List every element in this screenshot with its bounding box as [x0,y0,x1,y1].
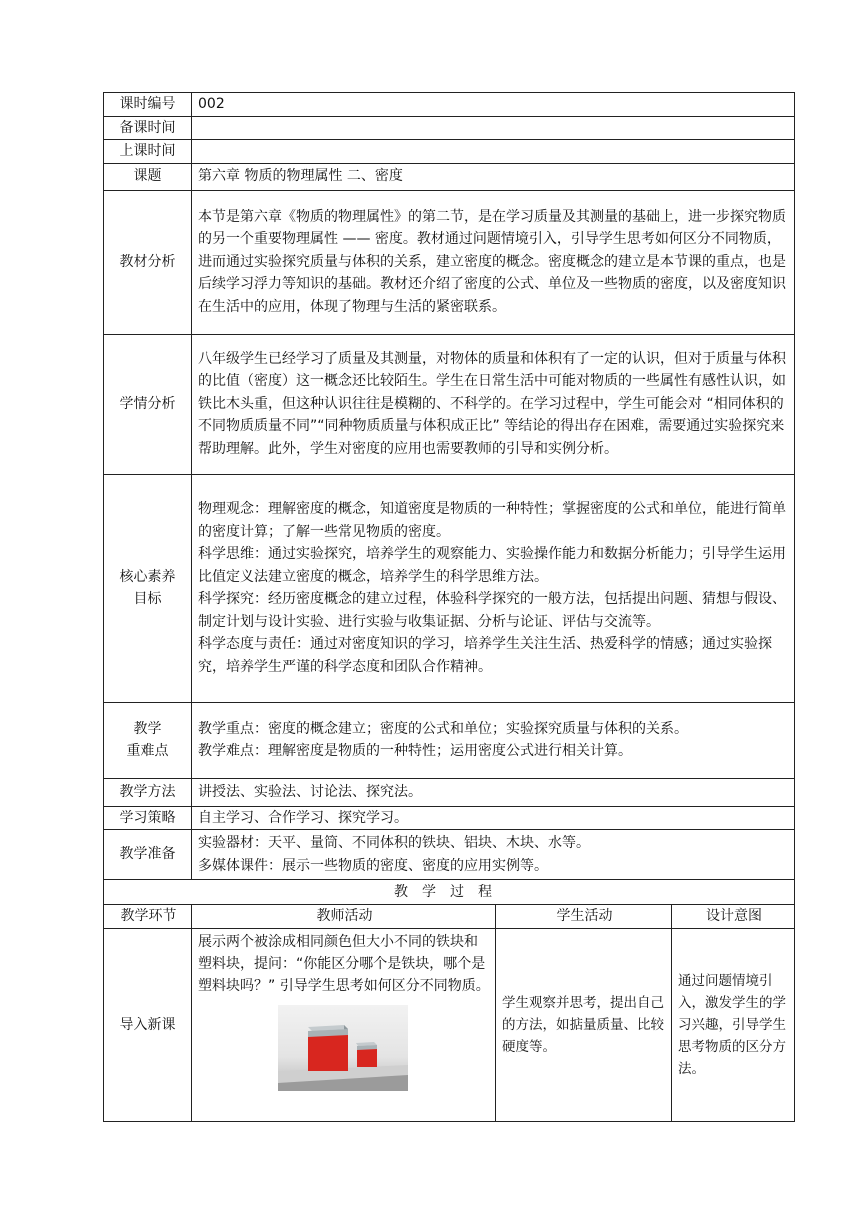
textbook-analysis-label: 教材分析 [104,190,192,334]
process-row [104,929,795,1122]
topic-value: 第六章 物质的物理属性 二、密度 [192,163,795,190]
prep-label: 教学准备 [104,830,192,880]
process-stage-intro: 导入新课 [104,929,192,1122]
process-intent-text: 通过问题情境引入，激发学生的学习兴趣，引导学生思考物质的区分方法。 [672,929,795,1122]
key-points-label-line1: 教学 [133,720,162,737]
core-goals-label [104,474,192,702]
lesson-no-label: 课时编号 [104,93,192,117]
key-points-label [104,702,192,778]
lesson-plan-table [103,92,795,1122]
goal-scientific-inquiry: 科学探究：经历密度概念的建立过程，体验科学探究的一般方法，包括提出问题、猜想与假设、制定计划与设计实验、进行实验与收集证据、分析与论证、评估与交流等。 [198,591,786,630]
prep-equipment: 实验器材：天平、量筒、不同体积的铁块、铝块、木块、水等。 [198,835,590,851]
methods-text: 讲授法、实验法、讨论法、探究法。 [192,778,795,806]
process-student-text: 学生观察并思考，提出自己的方法，如掂量质量、比较硬度等。 [496,929,672,1122]
goal-physics-concept: 物理观念：理解密度的概念，知道密度是物质的一种特性；掌握密度的公式和单位，能进行简单的密度计算；了解一些常见物质的密度。 [198,501,786,540]
process-teacher-cell [192,929,496,1122]
process-teacher-text: 展示两个被涂成相同颜色但大小不同的铁块和塑料块，提问：“你能区分哪个是铁块，哪个是塑料块吗？” 引导学生思考如何区分不同物质。 [198,934,490,994]
process-header-intent: 设计意图 [672,905,795,929]
prep-text [192,830,795,880]
iron-plastic-cubes-image [278,1005,408,1091]
process-header-student: 学生活动 [496,905,672,929]
prep-time-label: 备课时间 [104,116,192,140]
goal-scientific-thinking: 科学思维：通过实验探究，培养学生的观察能力、实验操作能力和数据分析能力；引导学生运用比值定义法建立密度的概念，培养学生的科学思维方法。 [198,546,786,585]
core-goals-label-line2: 目标 [133,591,162,607]
process-header-teacher: 教师活动 [192,905,496,929]
strategy-text: 自主学习、合作学习、探究学习。 [192,806,795,830]
class-time-value [192,140,795,164]
prep-multimedia: 多媒体课件：展示一些物质的密度、密度的应用实例等。 [198,857,548,874]
strategy-label: 学习策略 [104,806,192,830]
key-points-text [192,702,795,778]
lesson-no-value: 002 [192,93,795,117]
class-time-label: 上课时间 [104,140,192,164]
student-analysis-label: 学情分析 [104,334,192,474]
key-points-label-line2: 重难点 [126,743,169,759]
key-point-focus: 教学重点：密度的概念建立；密度的公式和单位；实验探究质量与体积的关系。 [198,720,688,737]
goal-attitude-responsibility: 科学态度与责任：通过对密度知识的学习，培养学生关注生活、热爱科学的情感；通过实验探究，培养学生严谨的科学态度和团队合作精神。 [198,636,772,675]
methods-label: 教学方法 [104,778,192,806]
prep-time-value [192,116,795,140]
topic-label: 课题 [104,163,192,190]
student-analysis-text: 八年级学生已经学习了质量及其测量，对物体的质量和体积有了一定的认识，但对于质量与体积的比值（密度）这一概念还比较陌生。学生在日常生活中可能对物质的一些属性有感性认识，如铁比木头重，但这种认识往往是模糊的、不科学的。在学习过程中，学生可能会对 “相同体积的不同物质质量不同”“同种物质质量与体积成正比” 等结论的得出存在困难，需要通过实验探究来帮助理解。此外，学生对密度的应用也需要教师的引导和实例分析。 [192,334,795,474]
core-goals-text [192,474,795,702]
textbook-analysis-text: 本节是第六章《物质的物理属性》的第二节，是在学习质量及其测量的基础上，进一步探究物质的另一个重要物理属性 —— 密度。教材通过问题情境引入，引导学生思考如何区分不同物质，进而通过实验探究质量与体积的关系，建立密度的概念。密度概念的建立是本节课的重点，也是后续学习浮力等知识的基础。教材还介绍了密度的公式、单位及一些物质的密度，以及密度知识在生活中的应用，体现了物理与生活的紧密联系。 [192,190,795,334]
process-title: 教学过程 [104,880,795,905]
key-point-difficulty: 教学难点：理解密度是物质的一种特性；运用密度公式进行相关计算。 [198,743,632,759]
core-goals-label-line1: 核心素养 [119,568,176,585]
process-header-stage: 教学环节 [104,905,192,929]
